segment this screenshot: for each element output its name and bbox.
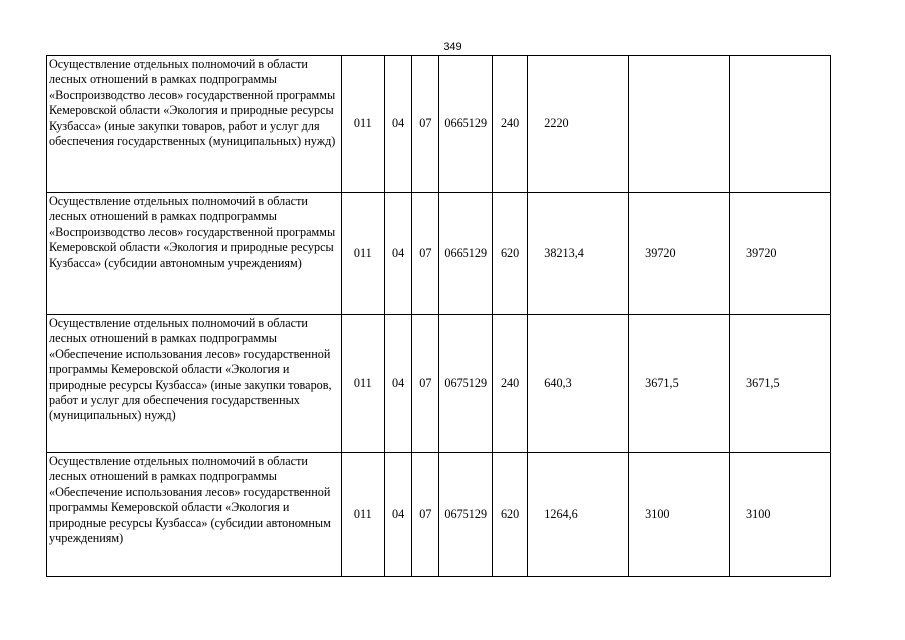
amount-1-cell: 2220	[528, 56, 629, 193]
amount-2-cell: 3671,5	[629, 315, 730, 453]
expense-type-cell: 620	[492, 193, 527, 315]
amount-2-cell	[629, 56, 730, 193]
target-article-cell: 0665129	[439, 193, 492, 315]
row-name-cell: Осуществление отдельных полномочий в области лесных отношений в рамках подпрограммы «Обеспечение использования лесов» государственной программы Кемеровской области «Экология и природные ресурсы Кузбасса» (иные закупки товаров, работ и услуг для обеспечения государственных (муниципальных) нужд)	[47, 315, 342, 453]
table-row	[47, 56, 831, 193]
amount-3-cell: 3100	[730, 453, 831, 577]
amount-3-cell	[730, 56, 831, 193]
target-article-cell: 0665129	[439, 56, 492, 193]
row-name-cell: Осуществление отдельных полномочий в области лесных отношений в рамках подпрограммы «Воспроизводство лесов» государственной программы Кемеровской области «Экология и природные ресурсы Кузбасса» (субсидии автономным учреждениям)	[47, 193, 342, 315]
table-row	[47, 193, 831, 315]
expense-type-cell: 240	[492, 56, 527, 193]
ministry-code-cell: 011	[341, 193, 384, 315]
section-code-cell: 04	[385, 193, 412, 315]
expense-type-cell: 620	[492, 453, 527, 577]
amount-2-cell: 39720	[629, 193, 730, 315]
expense-type-cell: 240	[492, 315, 527, 453]
amount-1-cell: 1264,6	[528, 453, 629, 577]
amount-3-cell: 39720	[730, 193, 831, 315]
section-code-cell: 04	[385, 315, 412, 453]
ministry-code-cell: 011	[341, 56, 384, 193]
ministry-code-cell: 011	[341, 315, 384, 453]
subsection-code-cell: 07	[412, 315, 439, 453]
page-number: 349	[443, 41, 462, 53]
amount-1-cell: 38213,4	[528, 193, 629, 315]
subsection-code-cell: 07	[412, 193, 439, 315]
subsection-code-cell: 07	[412, 56, 439, 193]
amount-1-cell: 640,3	[528, 315, 629, 453]
budget-table	[46, 55, 831, 577]
row-name-cell: Осуществление отдельных полномочий в области лесных отношений в рамках подпрограммы «Обеспечение использования лесов» государственной программы Кемеровской области «Экология и природные ресурсы Кузбасса» (субсидии автономным учреждениям)	[47, 453, 342, 577]
section-code-cell: 04	[385, 56, 412, 193]
ministry-code-cell: 011	[341, 453, 384, 577]
subsection-code-cell: 07	[412, 453, 439, 577]
table-row	[47, 315, 831, 453]
section-code-cell: 04	[385, 453, 412, 577]
table-row	[47, 453, 831, 577]
amount-2-cell: 3100	[629, 453, 730, 577]
target-article-cell: 0675129	[439, 315, 492, 453]
amount-3-cell: 3671,5	[730, 315, 831, 453]
target-article-cell: 0675129	[439, 453, 492, 577]
row-name-cell: Осуществление отдельных полномочий в области лесных отношений в рамках подпрограммы «Воспроизводство лесов» государственной программы Кемеровской области «Экология и природные ресурсы Кузбасса» (иные закупки товаров, работ и услуг для обеспечения государственных (муниципальных) нужд)	[47, 56, 342, 193]
